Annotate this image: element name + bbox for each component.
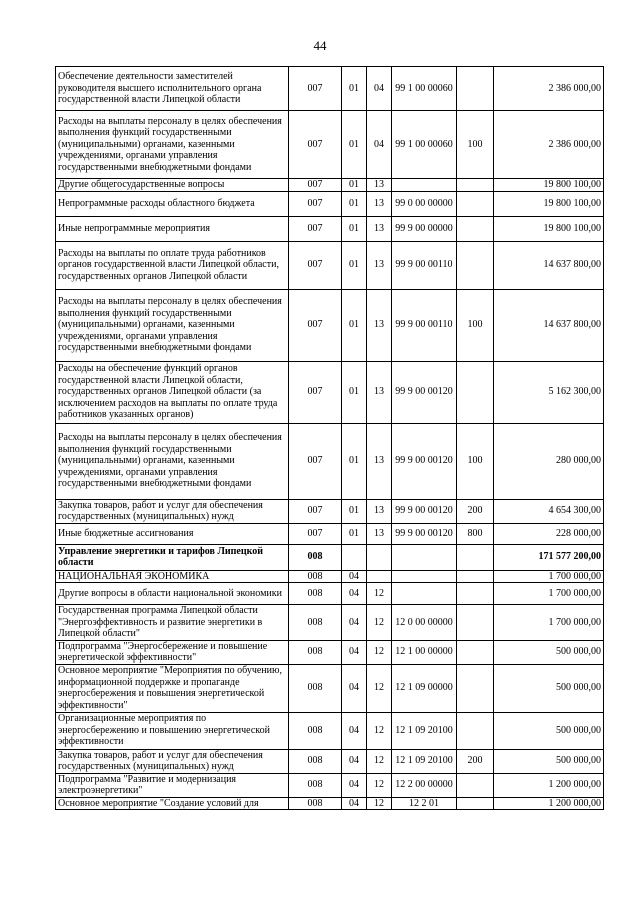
row-amount: 1 200 000,00	[494, 773, 604, 797]
row-expense-type: 100	[457, 289, 494, 361]
row-section: 04	[342, 797, 367, 810]
row-code: 008	[289, 583, 342, 605]
row-name: Иные бюджетные ассигнования	[56, 523, 289, 544]
row-subsection: 13	[367, 191, 392, 216]
table-row	[56, 773, 604, 797]
row-article: 12 2 01	[392, 797, 457, 810]
row-expense-type	[457, 640, 494, 664]
row-expense-type	[457, 179, 494, 192]
row-amount: 500 000,00	[494, 640, 604, 664]
row-subsection: 13	[367, 289, 392, 361]
row-subsection: 12	[367, 712, 392, 749]
row-subsection: 13	[367, 523, 392, 544]
row-expense-type	[457, 241, 494, 289]
row-article: 99 1 00 00060	[392, 67, 457, 111]
row-subsection: 12	[367, 773, 392, 797]
row-expense-type	[457, 216, 494, 241]
row-section: 01	[342, 191, 367, 216]
table-row	[56, 544, 604, 570]
row-section	[342, 544, 367, 570]
row-name: Закупка товаров, работ и услуг для обеспечения государственных (муниципальных) нужд	[56, 499, 289, 523]
row-section: 01	[342, 499, 367, 523]
row-name: Подпрограмма "Энергосбережение и повышение энергетической эффективности"	[56, 640, 289, 664]
row-expense-type	[457, 664, 494, 712]
row-code: 008	[289, 797, 342, 810]
row-code: 008	[289, 605, 342, 641]
row-name: Управление энергетики и тарифов Липецкой области	[56, 544, 289, 570]
row-name: Закупка товаров, работ и услуг для обеспечения государственных (муниципальных) нужд	[56, 749, 289, 773]
row-amount: 280 000,00	[494, 423, 604, 499]
row-article: 99 9 00 00110	[392, 241, 457, 289]
row-subsection: 12	[367, 605, 392, 641]
row-article: 12 1 00 00000	[392, 640, 457, 664]
row-amount: 500 000,00	[494, 749, 604, 773]
row-code: 007	[289, 499, 342, 523]
row-amount: 1 700 000,00	[494, 570, 604, 583]
row-code: 008	[289, 773, 342, 797]
row-subsection: 12	[367, 749, 392, 773]
row-code: 008	[289, 570, 342, 583]
row-section: 01	[342, 361, 367, 423]
row-section: 01	[342, 241, 367, 289]
row-subsection: 13	[367, 361, 392, 423]
row-subsection: 13	[367, 423, 392, 499]
row-expense-type	[457, 361, 494, 423]
row-section: 04	[342, 664, 367, 712]
table-row	[56, 749, 604, 773]
table-row	[56, 361, 604, 423]
row-name: Основное мероприятие "Мероприятия по обучению, информационной поддержке и пропаганде энергосбережения и повышения энергетической эффективности"	[56, 664, 289, 712]
row-expense-type	[457, 797, 494, 810]
table-row	[56, 797, 604, 810]
table-row	[56, 111, 604, 179]
row-code: 007	[289, 179, 342, 192]
row-subsection: 13	[367, 216, 392, 241]
table-row	[56, 605, 604, 641]
table-row	[56, 640, 604, 664]
row-code: 007	[289, 361, 342, 423]
row-amount: 14 637 800,00	[494, 289, 604, 361]
row-article: 12 2 00 00000	[392, 773, 457, 797]
row-amount: 1 700 000,00	[494, 583, 604, 605]
row-article: 99 0 00 00000	[392, 191, 457, 216]
table-row	[56, 499, 604, 523]
row-article: 99 9 00 00120	[392, 361, 457, 423]
row-section: 04	[342, 640, 367, 664]
row-name: Расходы на выплаты персоналу в целях обеспечения выполнения функций государственными (муниципальными) органами, казенными учреждениями, органами управления государственными внебюджетными фондами	[56, 423, 289, 499]
row-expense-type	[457, 773, 494, 797]
row-amount: 228 000,00	[494, 523, 604, 544]
row-amount: 2 386 000,00	[494, 67, 604, 111]
row-code: 007	[289, 216, 342, 241]
row-amount: 4 654 300,00	[494, 499, 604, 523]
row-name: Государственная программа Липецкой области "Энергоэффективность и развитие энергетики в Липецкой области"	[56, 605, 289, 641]
row-subsection: 12	[367, 640, 392, 664]
row-subsection: 13	[367, 499, 392, 523]
row-expense-type	[457, 67, 494, 111]
row-expense-type: 200	[457, 499, 494, 523]
row-code: 007	[289, 191, 342, 216]
table-row	[56, 523, 604, 544]
table-row	[56, 191, 604, 216]
row-article	[392, 179, 457, 192]
row-article	[392, 570, 457, 583]
row-section: 01	[342, 111, 367, 179]
row-amount: 2 386 000,00	[494, 111, 604, 179]
row-amount: 500 000,00	[494, 664, 604, 712]
row-expense-type: 100	[457, 423, 494, 499]
row-subsection: 04	[367, 67, 392, 111]
table-row	[56, 570, 604, 583]
row-subsection: 12	[367, 797, 392, 810]
table-row	[56, 712, 604, 749]
row-amount: 19 800 100,00	[494, 179, 604, 192]
row-article: 99 9 00 00110	[392, 289, 457, 361]
row-article: 12 1 09 20100	[392, 749, 457, 773]
table-row	[56, 179, 604, 192]
row-code: 008	[289, 544, 342, 570]
table-row	[56, 67, 604, 111]
table-row	[56, 241, 604, 289]
row-subsection: 12	[367, 583, 392, 605]
row-subsection	[367, 544, 392, 570]
row-subsection: 12	[367, 664, 392, 712]
row-article: 12 1 09 00000	[392, 664, 457, 712]
row-article	[392, 544, 457, 570]
row-article: 12 0 00 00000	[392, 605, 457, 641]
row-amount: 19 800 100,00	[494, 216, 604, 241]
row-expense-type	[457, 712, 494, 749]
row-name: Организационные мероприятия по энергосбережению и повышению энергетической эффективности	[56, 712, 289, 749]
table-row	[56, 216, 604, 241]
row-section: 01	[342, 523, 367, 544]
row-amount: 14 637 800,00	[494, 241, 604, 289]
row-expense-type: 800	[457, 523, 494, 544]
row-amount: 171 577 200,00	[494, 544, 604, 570]
row-section: 01	[342, 179, 367, 192]
row-article	[392, 583, 457, 605]
row-expense-type: 200	[457, 749, 494, 773]
row-section: 01	[342, 67, 367, 111]
row-article: 99 1 00 00060	[392, 111, 457, 179]
row-name: Расходы на выплаты персоналу в целях обеспечения выполнения функций государственными (муниципальными) органами, казенными учреждениями, органами управления государственными внебюджетными фондами	[56, 111, 289, 179]
row-name: Расходы на обеспечение функций органов государственной власти Липецкой области, государственных органов Липецкой области (за исключением расходов на выплаты по оплате труда работников указанных органов)	[56, 361, 289, 423]
row-name: Подпрограмма "Развитие и модернизация электроэнергетики"	[56, 773, 289, 797]
row-name: Иные непрограммные мероприятия	[56, 216, 289, 241]
row-section: 04	[342, 605, 367, 641]
row-name: НАЦИОНАЛЬНАЯ ЭКОНОМИКА	[56, 570, 289, 583]
table-row	[56, 583, 604, 605]
row-code: 007	[289, 523, 342, 544]
row-expense-type	[457, 583, 494, 605]
row-code: 007	[289, 67, 342, 111]
row-amount: 1 700 000,00	[494, 605, 604, 641]
row-section: 04	[342, 712, 367, 749]
row-code: 007	[289, 289, 342, 361]
row-subsection	[367, 570, 392, 583]
row-name: Непрограммные расходы областного бюджета	[56, 191, 289, 216]
row-section: 04	[342, 749, 367, 773]
row-code: 008	[289, 664, 342, 712]
row-name: Основное мероприятие "Создание условий для	[56, 797, 289, 810]
row-amount: 19 800 100,00	[494, 191, 604, 216]
row-section: 04	[342, 583, 367, 605]
row-article: 99 9 00 00120	[392, 523, 457, 544]
table-row	[56, 664, 604, 712]
row-subsection: 13	[367, 241, 392, 289]
row-section: 01	[342, 289, 367, 361]
row-article: 99 9 00 00120	[392, 423, 457, 499]
budget-table	[55, 66, 604, 810]
row-code: 008	[289, 640, 342, 664]
row-code: 008	[289, 749, 342, 773]
row-amount: 1 200 000,00	[494, 797, 604, 810]
row-subsection: 13	[367, 179, 392, 192]
row-name: Другие общегосударственные вопросы	[56, 179, 289, 192]
row-section: 01	[342, 423, 367, 499]
row-expense-type	[457, 544, 494, 570]
row-code: 008	[289, 712, 342, 749]
row-expense-type	[457, 570, 494, 583]
row-code: 007	[289, 423, 342, 499]
row-name: Расходы на выплаты по оплате труда работников органов государственной власти Липецкой области, государственных органов Липецкой области	[56, 241, 289, 289]
row-article: 12 1 09 20100	[392, 712, 457, 749]
row-expense-type	[457, 191, 494, 216]
row-section: 04	[342, 773, 367, 797]
row-code: 007	[289, 241, 342, 289]
row-subsection: 04	[367, 111, 392, 179]
table-row	[56, 423, 604, 499]
row-name: Другие вопросы в области национальной экономики	[56, 583, 289, 605]
row-section: 04	[342, 570, 367, 583]
row-amount: 5 162 300,00	[494, 361, 604, 423]
row-expense-type: 100	[457, 111, 494, 179]
row-section: 01	[342, 216, 367, 241]
row-article: 99 9 00 00000	[392, 216, 457, 241]
row-article: 99 9 00 00120	[392, 499, 457, 523]
row-code: 007	[289, 111, 342, 179]
page-number: 44	[313, 38, 327, 53]
row-expense-type	[457, 605, 494, 641]
row-name: Обеспечение деятельности заместителей руководителя высшего исполнительного органа государственной власти Липецкой области	[56, 67, 289, 111]
row-amount: 500 000,00	[494, 712, 604, 749]
row-name: Расходы на выплаты персоналу в целях обеспечения выполнения функций государственными (муниципальными) органами, казенными учреждениями, органами управления государственными внебюджетными фондами	[56, 289, 289, 361]
table-row	[56, 289, 604, 361]
